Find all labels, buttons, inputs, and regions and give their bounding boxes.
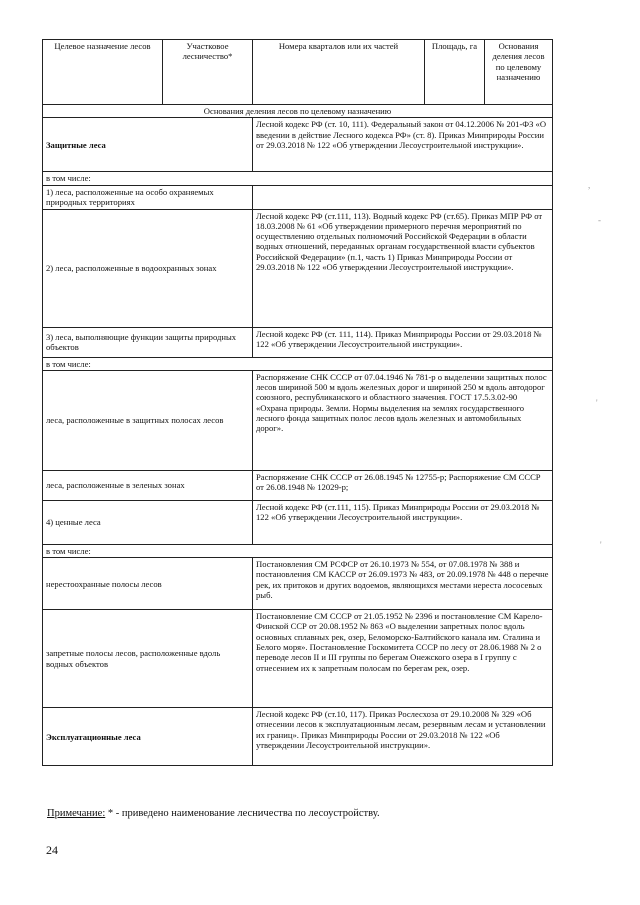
forest-purpose-table [42,39,553,766]
table-row [43,470,553,500]
table-row [43,357,553,370]
margin-mark: ' [600,540,602,550]
table-row [43,185,553,209]
row-label: 3) леса, выполняющие функции защиты природных объектов [43,327,253,357]
table-row [43,172,553,185]
row-basis: Распоряжение СНК СССР от 26.08.1945 № 12755-р; Распоряжение СМ СССР от 26.08.1948 № 12029-р; [253,470,553,500]
header-purpose: Целевое назначение лесов [43,40,163,105]
table-row [43,327,553,357]
row-basis: Лесной кодекс РФ (ст.10, 117). Приказ Рослесхоза от 29.10.2008 № 329 «Об отнесении лесов к эксплуатационным лесам, резервным лесам и установлении их границ». Приказ Минприроды России от 29.03.2018 № 122 «Об утверждении Лесоустроительной инструкции». [253,708,553,766]
header-area: Площадь, га [425,40,485,105]
table-row [43,544,553,557]
row-full: в том числе: [43,544,553,557]
row-basis: Постановления СМ РСФСР от 26.10.1973 № 554, от 07.08.1978 № 388 и постановления СМ КАССР от 26.09.1973 № 483, от 20.09.1978 № 448 о перечне рек, их притоков и других водоемов, являющихся местами нереста лососевых рыб. [253,558,553,610]
row-basis: Лесной кодекс РФ (ст.111, 113). Водный кодекс РФ (ст.65). Приказ МПР РФ от 18.03.2008 № 61 «Об утверждении примерного перечня мероприятий по осуществлению отдельных полномочий Российской Федерации в области водных отношений, переданных органам государственной власти субъектов Российской Федерации» (п.1, часть 1) Приказ Минприроды России от 29.03.2018 № 122 «Об утверждении Лесоустроительной инструкции». [253,209,553,327]
section-title: Основания деления лесов по целевому назначению [43,105,553,118]
row-basis [253,185,553,209]
table-row [43,370,553,470]
table-row [43,118,553,172]
footnote-label: Примечание: [47,808,106,819]
table-row [43,610,553,708]
header-forestry: Участковое лесничество* [163,40,253,105]
table-row [43,558,553,610]
row-label: леса, расположенные в зеленых зонах [43,470,253,500]
footnote [47,808,380,819]
row-full: в том числе: [43,357,553,370]
header-quarters: Номера кварталов или их частей [253,40,425,105]
table-row [43,708,553,766]
row-label: 1) леса, расположенные на особо охраняемых природных территориях [43,185,253,209]
row-label: запретные полосы лесов, расположенные вдоль водных объектов [43,610,253,708]
row-label: леса, расположенные в защитных полосах лесов [43,370,253,470]
row-label: нерестоохранные полосы лесов [43,558,253,610]
row-basis: Лесной кодекс РФ (ст.111, 115). Приказ Минприроды России от 29.03.2018 № 122 «Об утверждении Лесоустроительной инструкции». [253,500,553,544]
margin-mark: , [588,180,591,190]
table-header-row [43,40,553,105]
page-number: 24 [46,843,58,857]
table-row [43,500,553,544]
row-basis: Постановление СМ СССР от 21.05.1952 № 2396 и постановление СМ Карело-Финской ССР от 20.08.1952 № 863 «О выделении запретных полос вдоль основных сплавных рек, озер, Беломорско-Балтийского канала им. Сталина и Белого моря». Постановление Госкомитета СССР по лесу от 28.06.1988 № 2 о переводе лесов II и III группы по берегам Онежского озера в I группу с отнесением их к запретным полосам по берегам рек, озер. [253,610,553,708]
header-basis: Основания деления лесов по целевому назначению [485,40,553,105]
row-label: Эксплуатационные леса [43,708,253,766]
row-label: 2) леса, расположенные в водоохранных зонах [43,209,253,327]
row-basis: Лесной кодекс РФ (ст. 10, 111). Федеральный закон от 04.12.2006 № 201-ФЗ «О введении в действие Лесного кодекса РФ» (ст. 8). Приказ Минприроды России от 29.03.2018 № 122 «Об утверждении Лесоустроительной инструкции». [253,118,553,172]
row-label: 4) ценные леса [43,500,253,544]
row-basis: Распоряжение СНК СССР от 07.04.1946 № 781-р о выделении защитных полос лесов шириной 500 м вдоль железных дорог и шириной 250 м вдоль автодорог союзного, республиканского и областного значения. ГОСТ 17.5.3.02-90 «Охрана природы. Земли. Нормы выделения на землях государственного лесного фонда защитных полос лесов вдоль железных и автомобильных дорог». [253,370,553,470]
row-label: Защитные леса [43,118,253,172]
row-basis: Лесной кодекс РФ (ст. 111, 114). Приказ Минприроды России от 29.03.2018 № 122 «Об утверждении Лесоустроительной инструкции». [253,327,553,357]
footnote-text: * - приведено наименование лесничества по лесоустройству. [105,808,380,819]
row-full: в том числе: [43,172,553,185]
section-title-row [43,105,553,118]
margin-mark: ' [596,398,598,408]
margin-mark: - [598,215,601,225]
table-row [43,209,553,327]
